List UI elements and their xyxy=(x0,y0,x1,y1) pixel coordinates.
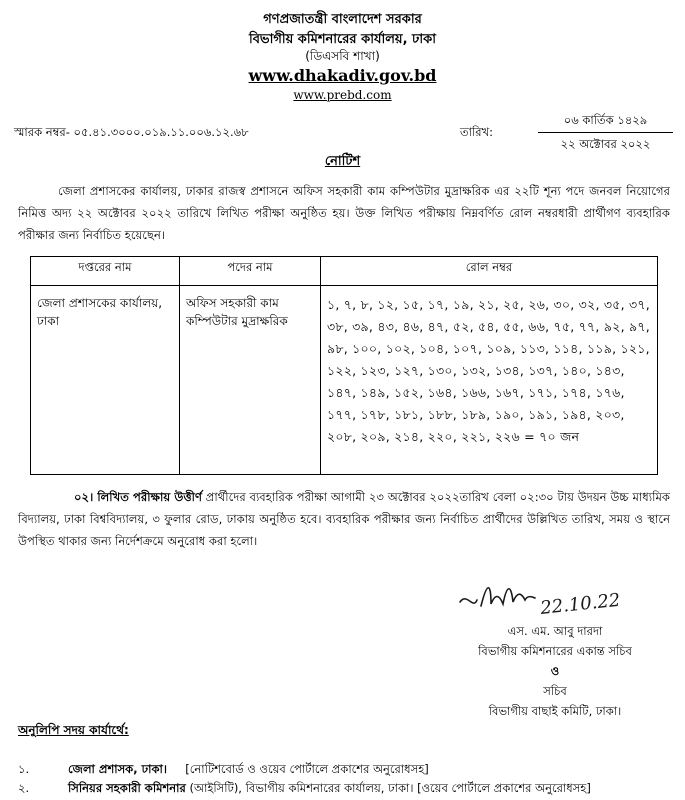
roll-number-table xyxy=(30,256,658,475)
copy-recipient: জেলা প্রশাসক, ঢাকা। xyxy=(68,762,167,776)
branch-header: (ডিএসবি শাখা) xyxy=(305,49,380,63)
table-row xyxy=(31,286,658,475)
copy-number: ২. xyxy=(18,781,30,795)
date-bangla: ০৬ কার্তিক ১৪২৯ xyxy=(563,113,648,127)
cell-office: জেলা প্রশাসকের কার্যালয়, ঢাকা xyxy=(31,286,180,475)
copy-note: (আইসিটি), বিভাগীয় কমিশনারের কার্যালয়, ঢাকা। [ওয়েব পোর্টালে প্রকাশের অনুরোধসহ] xyxy=(185,781,591,795)
header-roll: রোল নম্বর xyxy=(321,257,658,286)
date-gregorian: ২২ অক্টোবর ২০২২ xyxy=(560,137,651,151)
signatory-committee: বিভাগীয় বাছাই কমিটি, ঢাকা। xyxy=(488,704,622,718)
copy-recipient: সিনিয়র সহকারী কমিশনার xyxy=(68,781,186,795)
office-header: বিভাগীয় কমিশনারের কার্যালয়, ঢাকা xyxy=(248,32,437,47)
date-label: তারিখ: xyxy=(460,125,494,139)
table-header-row xyxy=(31,257,658,286)
paragraph-2-body: প্রার্থীদের ব্যবহারিক পরীক্ষা আগামী ২৩ অক্টোবর ২০২২তারিখ বেলা ০২:৩০ টায় উদয়ন উচ্চ মাধ্যমিক বিদ্যালয়, ঢাকা বিশ্ববিদ্যালয়, ৩ ফুলার রোড, ঢাকায় অনুষ্ঠিত হবে। ব্যবহারিক পরীক্ষার জন্য নির্বাচিত প্রার্থীদের উল্লিখিত তারিখ, সময় ও স্থানে উপস্থিত থাকার জন্য নির্দেশক্রমে অনুরোধ করা হলো। xyxy=(18,490,670,548)
signatory-name: এস. এম. আবু দারদা xyxy=(507,624,603,638)
website-link-secondary[interactable]: www.prebd.com xyxy=(293,88,392,102)
handwritten-signature-icon xyxy=(455,574,635,624)
handwritten-date: 22.10.22 xyxy=(539,589,622,619)
copy-number: ১. xyxy=(18,762,30,776)
header-office: দপ্তরের নাম xyxy=(31,257,180,286)
notice-title xyxy=(0,152,685,173)
copy-note: [নোটিশবোর্ড ও ওয়েব পোর্টালে প্রকাশের অনুরোধসহ] xyxy=(166,762,429,776)
notice-paragraph-2 xyxy=(18,486,670,552)
notice-paragraph-1: জেলা প্রশাসকের কার্যালয়, ঢাকার রাজস্ব প্রশাসনে অফিস সহকারী কাম কম্পিউটার মুদ্রাক্ষরিক এর ২২টি শূন্য পদে জনবল নিয়োগের নিমিত্ত অদ্য ২২ অক্টোবর ২০২২ তারিখে লিখিত পরীক্ষা অনুষ্ঠিত হয়। উক্ত লিখিত পরীক্ষায় নিম্নবর্ণিত রোল নম্বরধারী প্রার্থীগণ ব্যবহারিক পরীক্ষার জন্য নির্বাচিত হয়েছেন। xyxy=(18,184,670,242)
website-link[interactable]: www.dhakadiv.gov.bd xyxy=(248,66,437,85)
list-item xyxy=(18,761,429,780)
date-divider xyxy=(538,132,673,133)
notice-title-text: নোটিশ xyxy=(324,154,361,169)
paragraph-2-lead: ০২। লিখিত পরীক্ষায় উত্তীর্ণ xyxy=(74,490,202,504)
govt-header: গণপ্রজাতন্ত্রী বাংলাদেশ সরকার xyxy=(263,12,422,27)
list-item xyxy=(18,780,591,799)
header-post: পদের নাম xyxy=(180,257,321,286)
signatory-secretary: সচিব xyxy=(543,684,567,698)
signatory-title: বিভাগীয় কমিশনারের একান্ত সচিব xyxy=(478,644,632,658)
copy-heading: অনুলিপি সদয় কার্যার্থে: xyxy=(18,723,129,737)
signatory-and: ও xyxy=(550,664,560,678)
cell-roll-numbers: ১, ৭, ৮, ১২, ১৫, ১৭, ১৯, ২১, ২৫, ২৬, ৩০, ৩২, ৩৫, ৩৭, ৩৮, ৩৯, ৪৩, ৪৬, ৪৭, ৫২, ৫৪, ৫৫, ৬৬, ৭৫, ৭৭, ৯২, ৯৭, ৯৮, ১০০, ১০২, ১০৪, ১০৭, ১০৯, ১১৩, ১১৪, ১১৯, ১২১, ১২২, ১২৩, ১২৭, ১৩০, ১৩২, ১৩৪, ১৩৭, ১৪০, ১৪৩, ১৪৭, ১৪৯, ১৫২, ১৬৪, ১৬৬, ১৬৭, ১৭১, ১৭৪, ১৭৬, ১৭৭, ১৭৮, ১৮১, ১৮৮, ১৮৯, ১৯০, ১৯১, ১৯৪, ২০৩, ২০৮, ২০৯, ২১৪, ২২০, ২২১, ২২৬ = ৭০ জন xyxy=(321,286,658,475)
cell-post: অফিস সহকারী কাম কম্পিউটার মুদ্রাক্ষরিক xyxy=(180,286,321,475)
memo-number: স্মারক নম্বর- ০৫.৪১.৩০০০.০১৯.১১.০০৬.১২.৬৮ xyxy=(14,125,249,139)
